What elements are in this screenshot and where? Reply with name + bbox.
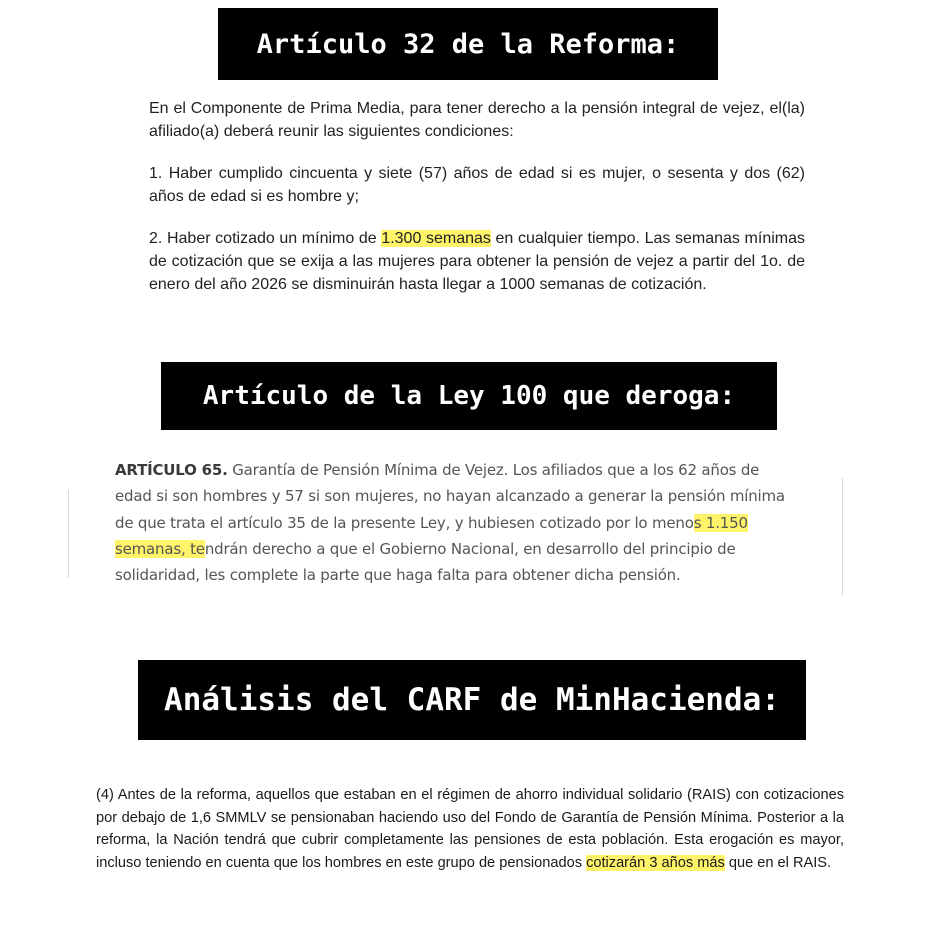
carf-text-end: que en el RAIS. [728,855,832,872]
carf-years-highlight: cotizarán 3 años más [586,855,725,872]
reforma-condition-2 [149,227,805,296]
reforma-weeks-highlight: 1.300 semanas [381,230,491,247]
ley100-heading-banner [161,362,777,430]
ley100-text-start: Garantía de Pensión Mínima de Vejez. Los afiliados que a los 62 años de edad si son hombres y 57 si son mujeres, no hayan alcanzado a generar la pensión mínima de que trata el artículo 35 de la presente Ley, y hubiesen cotizado por lo meno [115,461,785,532]
reforma-condition-2-start: 2. Haber cotizado un mínimo de [149,230,377,247]
carf-text-start: (4) Antes de la reforma, aquellos que estaban en el régimen de ahorro individual solidario (RAIS) con cotizaciones por debajo de 1,6 SMMLV se pensionaban haciendo uso del Fondo de Garantía de Pensión Mínima. Posterior a la reforma, la Nación tendrá que cubrir completamente las pensiones de esta población. Esta erogación es mayor, incluso teniendo en cuenta que los hombres en este grupo de pensionados [96,787,844,872]
ley100-article-label: ARTÍCULO 65. [115,461,228,479]
ley100-paragraph [115,457,791,588]
ley100-weeks-highlight: s 1.150 semanas, te [115,513,748,558]
scan-edge-right [842,478,843,596]
reforma-heading-banner [218,8,718,80]
ley100-text-end: ndrán derecho a que el Gobierno Nacional, en desarrollo del principio de solidaridad, les complete la parte que haga falta para obtener dicha pensión. [115,539,736,585]
reforma-heading-text: Artículo 32 de la Reforma: [256,28,680,60]
carf-heading-banner [138,660,806,740]
carf-heading-text: Análisis del CARF de MinHacienda: [164,682,780,718]
ley100-heading-text: Artículo de la Ley 100 que deroga: [202,381,736,411]
carf-paragraph [96,784,844,875]
scan-edge-left [68,490,69,578]
reforma-article-excerpt [149,97,805,315]
carf-analysis-excerpt [96,784,844,875]
reforma-condition-1: 1. Haber cumplido cincuenta y siete (57) años de edad si es mujer, o sesenta y dos (62) años de edad si es hombre y; [149,165,805,205]
reforma-condition-2-end: en cualquier tiempo. Las semanas mínimas de cotización que se exija a las mujeres para obtener la pensión de vejez a partir del 1o. de enero del año 2026 se disminuirán hasta llegar a 1000 semanas de cotización. [149,230,806,293]
reforma-intro-paragraph: En el Componente de Prima Media, para tener derecho a la pensión integral de vejez, el(la) afiliado(a) deberá reunir las siguientes condiciones: [149,100,805,140]
ley100-article-excerpt [115,457,791,588]
